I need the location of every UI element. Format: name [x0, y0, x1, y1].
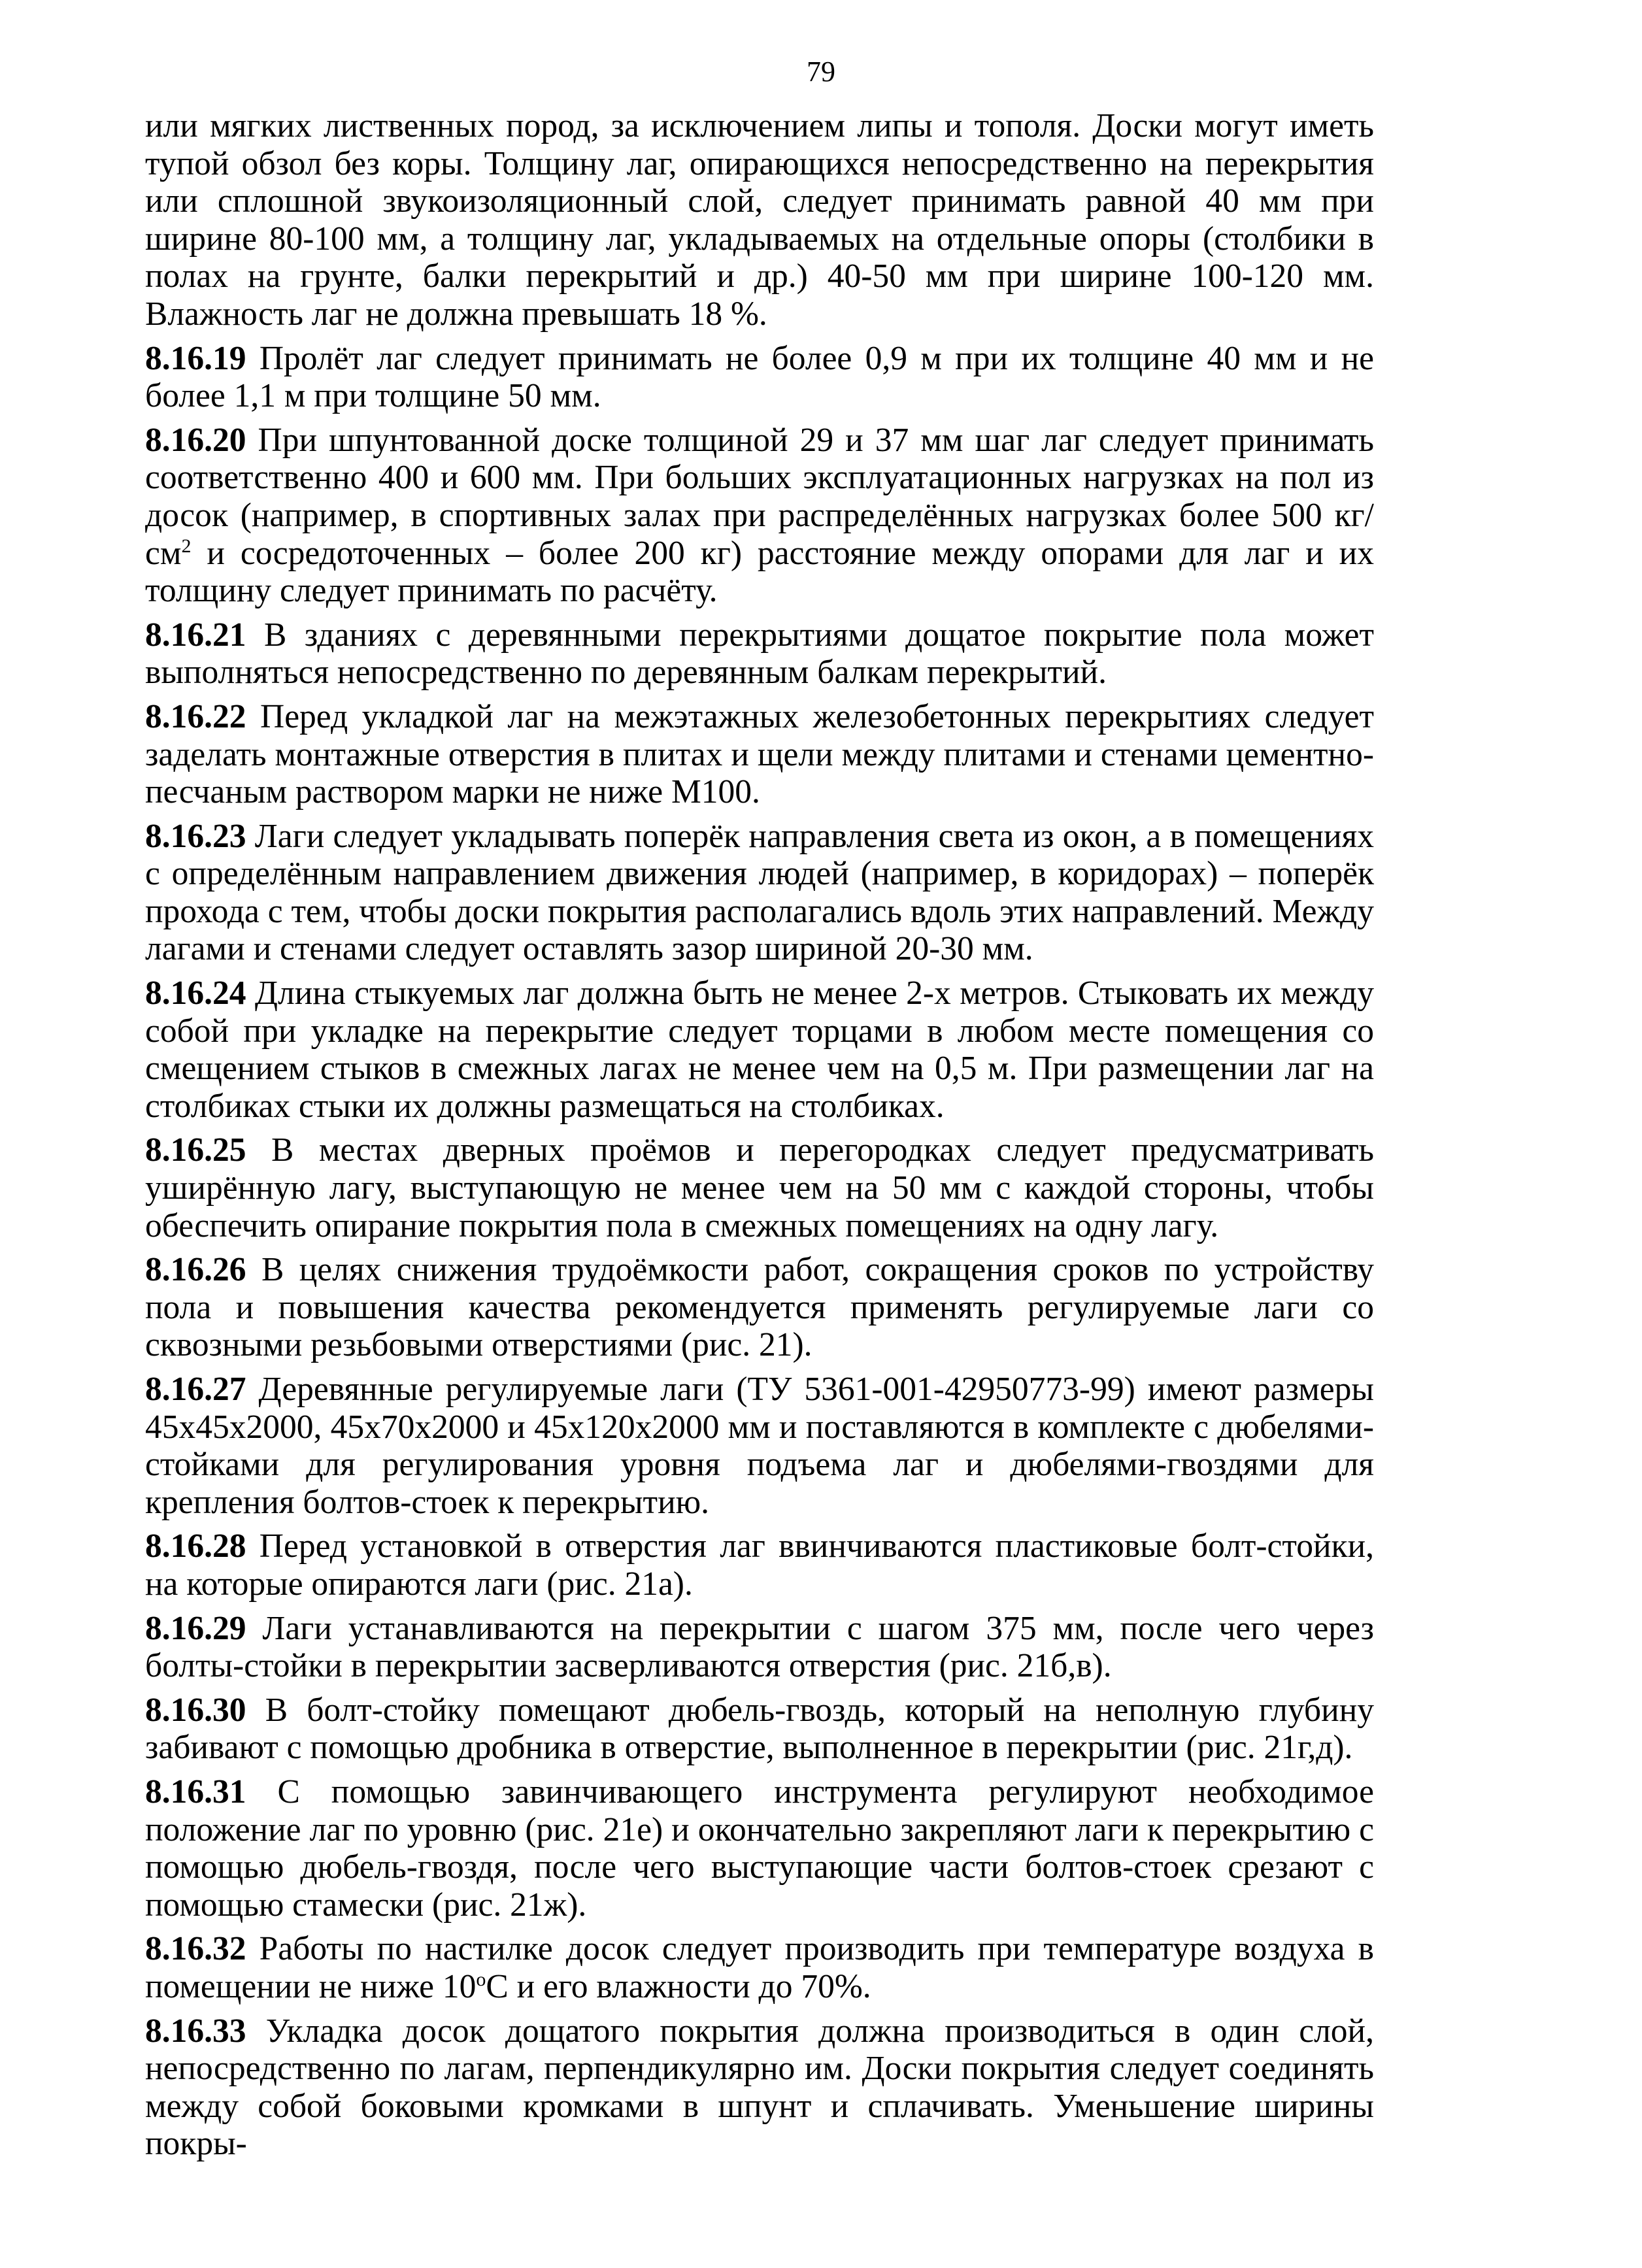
superscript: 2 — [181, 535, 192, 557]
paragraph-text: Укладка досок дощатого покрытия должна производиться в один слой, непосредственно по лагам, перпендикулярно им. Доски покрытия следует соединять между собой боковыми кромками в шпунт и сплачивать. Уменьшение ширины покры- — [145, 2012, 1374, 2163]
clause-number: 8.16.28 — [145, 1527, 246, 1565]
clause-number: 8.16.30 — [145, 1691, 246, 1729]
paragraph-text: Деревянные регулируемые лаги (ТУ 5361-001-42950773-99) имеют размеры 45х45х2000, 45х70х2000 и 45х120х2000 мм и поставляются в комплекте с дюбелями-стойками для регулирования уровня подъема лаг и дюбелями-гвоздями для крепления болтов-стоек к перекрытию. — [145, 1371, 1375, 1521]
clause-number: 8.16.23 — [145, 817, 246, 855]
paragraph-8-16-29 — [145, 1610, 1374, 1685]
clause-number: 8.16.25 — [145, 1131, 246, 1169]
paragraph-8-16-27 — [145, 1371, 1374, 1521]
paragraph-8-16-25 — [145, 1131, 1374, 1244]
paragraph-8-16-28 — [145, 1527, 1374, 1603]
paragraph-text: Перед установкой в отверстия лаг ввинчиваются пластиковые болт-стойки, на которые опираются лаги (рис. 21а). — [145, 1527, 1375, 1603]
clause-number: 8.16.22 — [145, 697, 246, 735]
paragraph-8-16-24 — [145, 975, 1374, 1125]
paragraph-8-16-19 — [145, 340, 1374, 415]
clause-number: 8.16.32 — [145, 1930, 246, 1968]
paragraph-8-16-26 — [145, 1251, 1374, 1364]
paragraph-text: Работы по настилке досок следует производить при температуре воздуха в помещении не ниже 10 — [145, 1930, 1375, 2005]
paragraph-text: С помощью завинчивающего инструмента регулируют необходимое положение лаг по уровню (рис. 21е) и окончательно закрепляют лаги к перекрытию с помощью дюбель-гвоздя, после чего выступающие части болтов-стоек срезают с помощью стамески (рис. 21ж). — [145, 1773, 1374, 1924]
paragraph-text: При шпунтованной доске толщиной 29 и 37 мм шаг лаг следует принимать соответственно 400 и 600 мм. При больших эксплуатационных нагрузках на пол из досок (например, в спортивных залах при распределённых нагрузках более 500 кг/см — [145, 421, 1375, 572]
page-number: 79 — [807, 56, 835, 88]
paragraph-text: или мягких лиственных пород, за исключением липы и тополя. Доски могут иметь тупой обзол без коры. Толщину лаг, опирающихся непосредственно на перекрытия или сплошной звукоизоляционный слой, следует принимать равной 40 мм при ширине 80-100 мм, а толщину лаг, укладываемых на отдельные опоры (столбики в полах на грунте, балки перекрытий и др.) 40-50 мм при ширине 100-120 мм. Влажность лаг не должна превышать 18 %. — [145, 107, 1374, 333]
paragraph-text: Пролёт лаг следует принимать не более 0,9 м при их толщине 40 мм и не более 1,1 м при толщине 50 мм. — [145, 339, 1375, 415]
paragraph-8-16-33 — [145, 2012, 1374, 2163]
paragraph-text: В зданиях с деревянными перекрытиями дощатое покрытие пола может выполняться непосредственно по деревянным балкам перекрытий. — [145, 616, 1375, 692]
paragraph-8-16-21 — [145, 616, 1374, 692]
clause-number: 8.16.24 — [145, 975, 246, 1012]
paragraph-text: Перед укладкой лаг на межэтажных железобетонных перекрытиях следует заделать монтажные отверстия в плитах и щели между плитами и стенами цементно-песчаным раствором марки не ниже М100. — [145, 697, 1375, 811]
paragraph-8-16-32 — [145, 1930, 1374, 2005]
paragraph-text-continued: и сосредоточенных – более 200 кг) расстояние между опорами для лаг и их толщину следует принимать по расчёту. — [145, 534, 1374, 610]
paragraph-8-16-22 — [145, 698, 1374, 811]
clause-number: 8.16.20 — [145, 421, 246, 459]
clause-number: 8.16.27 — [145, 1371, 246, 1408]
paragraph-text: Лаги следует укладывать поперёк направления света из окон, а в помещениях с определённым направлением движения людей (например, в коридорах) – поперёк прохода с тем, чтобы доски покрытия располагались вдоль этих направлений. Между лагами и стенами следует оставлять зазор шириной 20-30 мм. — [145, 817, 1375, 968]
paragraph-text: В болт-стойку помещают дюбель-гвоздь, который на неполную глубину забивают с помощью дробника в отверстие, выполненное в перекрытии (рис. 21г,д). — [145, 1691, 1375, 1767]
degree-superscript: о — [476, 1968, 486, 1990]
paragraph-8-16-20 — [145, 422, 1374, 610]
paragraph-text-continued: С и его влажности до 70%. — [486, 1967, 871, 2005]
paragraph-8-16-31 — [145, 1773, 1374, 1924]
paragraph-continuation — [145, 107, 1374, 333]
body-text — [145, 107, 1374, 2163]
clause-number: 8.16.19 — [145, 339, 246, 377]
clause-number: 8.16.21 — [145, 616, 246, 654]
paragraph-text: Длина стыкуемых лаг должна быть не менее 2-х метров. Стыковать их между собой при укладке на перекрытие следует торцами в любом месте помещения со смещением стыков в смежных лагах не менее чем на 0,5 м. При размещении лаг на столбиках стыки их должны размещаться на столбиках. — [145, 975, 1374, 1125]
paragraph-text: Лаги устанавливаются на перекрытии с шагом 375 мм, после чего через болты-стойки в перекрытии засверливаются отверстия (рис. 21б,в). — [145, 1609, 1374, 1685]
paragraph-8-16-30 — [145, 1692, 1374, 1767]
clause-number: 8.16.26 — [145, 1251, 246, 1289]
paragraph-text: В местах дверных проёмов и перегородках следует предусматривать уширённую лагу, выступающую не менее чем на 50 мм с каждой стороны, чтобы обеспечить опирание покрытия пола в смежных помещениях на одну лагу. — [145, 1131, 1375, 1244]
clause-number: 8.16.33 — [145, 2012, 246, 2050]
paragraph-8-16-23 — [145, 818, 1374, 968]
clause-number: 8.16.31 — [145, 1773, 246, 1810]
clause-number: 8.16.29 — [145, 1609, 246, 1647]
paragraph-text: В целях снижения трудоёмкости работ, сокращения сроков по устройству пола и повышения качества рекомендуется применять регулируемые лаги со сквозными резьбовыми отверстиями (рис. 21). — [145, 1251, 1375, 1364]
